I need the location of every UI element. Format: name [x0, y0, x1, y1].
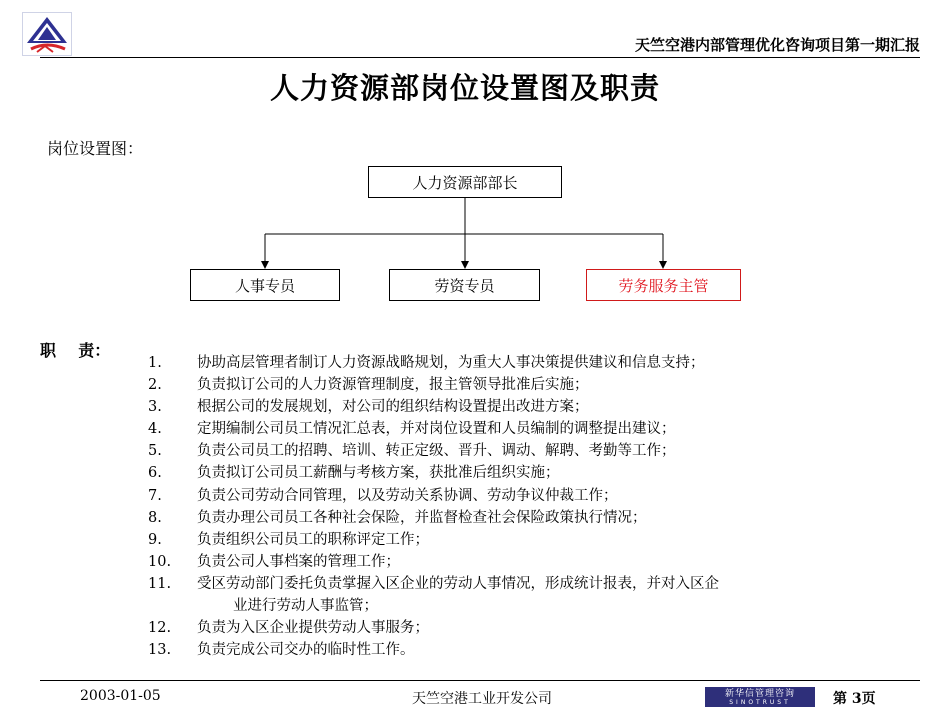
duty-item — [148, 374, 888, 396]
footer-divider — [40, 680, 920, 681]
duty-number: 9. — [148, 531, 162, 548]
org-box-labor-service-supervisor: 劳务服务主管 — [586, 269, 741, 301]
org-box-personnel-specialist: 人事专员 — [190, 269, 340, 301]
duty-item — [148, 440, 888, 462]
org-box-department-head: 人力资源部部长 — [368, 166, 562, 198]
duty-text: 协助高层管理者制订人力资源战略规划，为重大人事决策提供建议和信息支持； — [197, 355, 705, 371]
duty-item — [148, 396, 888, 418]
duty-number: 7. — [148, 487, 162, 504]
duty-item — [148, 551, 888, 573]
duty-item — [148, 485, 888, 507]
duty-number: 2. — [148, 377, 162, 394]
partner-logo — [705, 687, 815, 707]
duty-number: 10. — [148, 553, 172, 570]
org-box-payroll-specialist: 劳资专员 — [389, 269, 540, 301]
duty-item — [148, 573, 888, 617]
duty-text: 负责办理公司员工各种社会保险，并监督检查社会保险政策执行情况； — [197, 509, 647, 526]
duty-number: 3. — [148, 399, 162, 416]
duty-number: 13. — [148, 642, 172, 659]
duty-text: 负责公司员工的招聘、培训、转正定级、晋升、调动、解聘、考勤等工作； — [197, 443, 676, 460]
duty-text: 负责拟订公司的人力资源管理制度，报主管领导批准后实施； — [197, 377, 589, 394]
duties-list — [148, 352, 888, 661]
duty-text: 负责公司人事档案的管理工作； — [197, 553, 400, 570]
duty-text: 定期编制公司员工情况汇总表，并对岗位设置和人员编制的调整提出建议； — [197, 421, 676, 438]
org-chart-label: 岗位设置图： — [47, 139, 144, 158]
duty-item — [148, 462, 888, 484]
duty-number: 11. — [148, 575, 172, 592]
page-number: 第 3页 — [833, 691, 876, 707]
partner-logo-cn: 新华信管理咨询 — [724, 688, 795, 699]
duty-text: 负责为入区企业提供劳动人事服务； — [197, 620, 429, 637]
duty-number: 12. — [148, 620, 172, 637]
duty-number: 4. — [148, 421, 162, 438]
duty-number: 5. — [148, 443, 162, 460]
duty-text-continuation: 业进行劳动人事监管； — [233, 598, 378, 615]
duty-text: 受区劳动部门委托负责掌握入区企业的劳动人事情况，形成统计报表，并对入区企 — [197, 575, 719, 592]
footer-date: 2003-01-05 — [80, 688, 161, 704]
duty-number: 6. — [148, 465, 162, 482]
duties-label: 职 责： — [40, 341, 111, 360]
duty-item — [148, 529, 888, 551]
footer-company: 天竺空港工业开发公司 — [412, 691, 552, 707]
duty-item — [148, 639, 888, 661]
duty-number: 1. — [148, 355, 162, 371]
duty-number: 8. — [148, 509, 162, 526]
page-title: 人力资源部岗位设置图及职责 — [269, 71, 660, 105]
duty-text: 负责公司劳动合同管理，以及劳动关系协调、劳动争议仲裁工作； — [197, 487, 618, 504]
partner-logo-en: SINOTRUST — [729, 698, 791, 706]
duty-item — [148, 507, 888, 529]
duty-text: 负责拟订公司员工薪酬与考核方案，获批准后组织实施； — [197, 465, 560, 482]
duty-text: 负责组织公司员工的职称评定工作； — [197, 531, 429, 548]
duty-item — [148, 352, 888, 374]
duty-item — [148, 617, 888, 639]
project-title: 天竺空港内部管理优化咨询项目第一期汇报 — [634, 36, 920, 54]
duty-text: 根据公司的发展规划，对公司的组织结构设置提出改进方案； — [197, 399, 589, 416]
duty-text: 负责完成公司交办的临时性工作。 — [197, 642, 415, 659]
duty-item — [148, 418, 888, 440]
